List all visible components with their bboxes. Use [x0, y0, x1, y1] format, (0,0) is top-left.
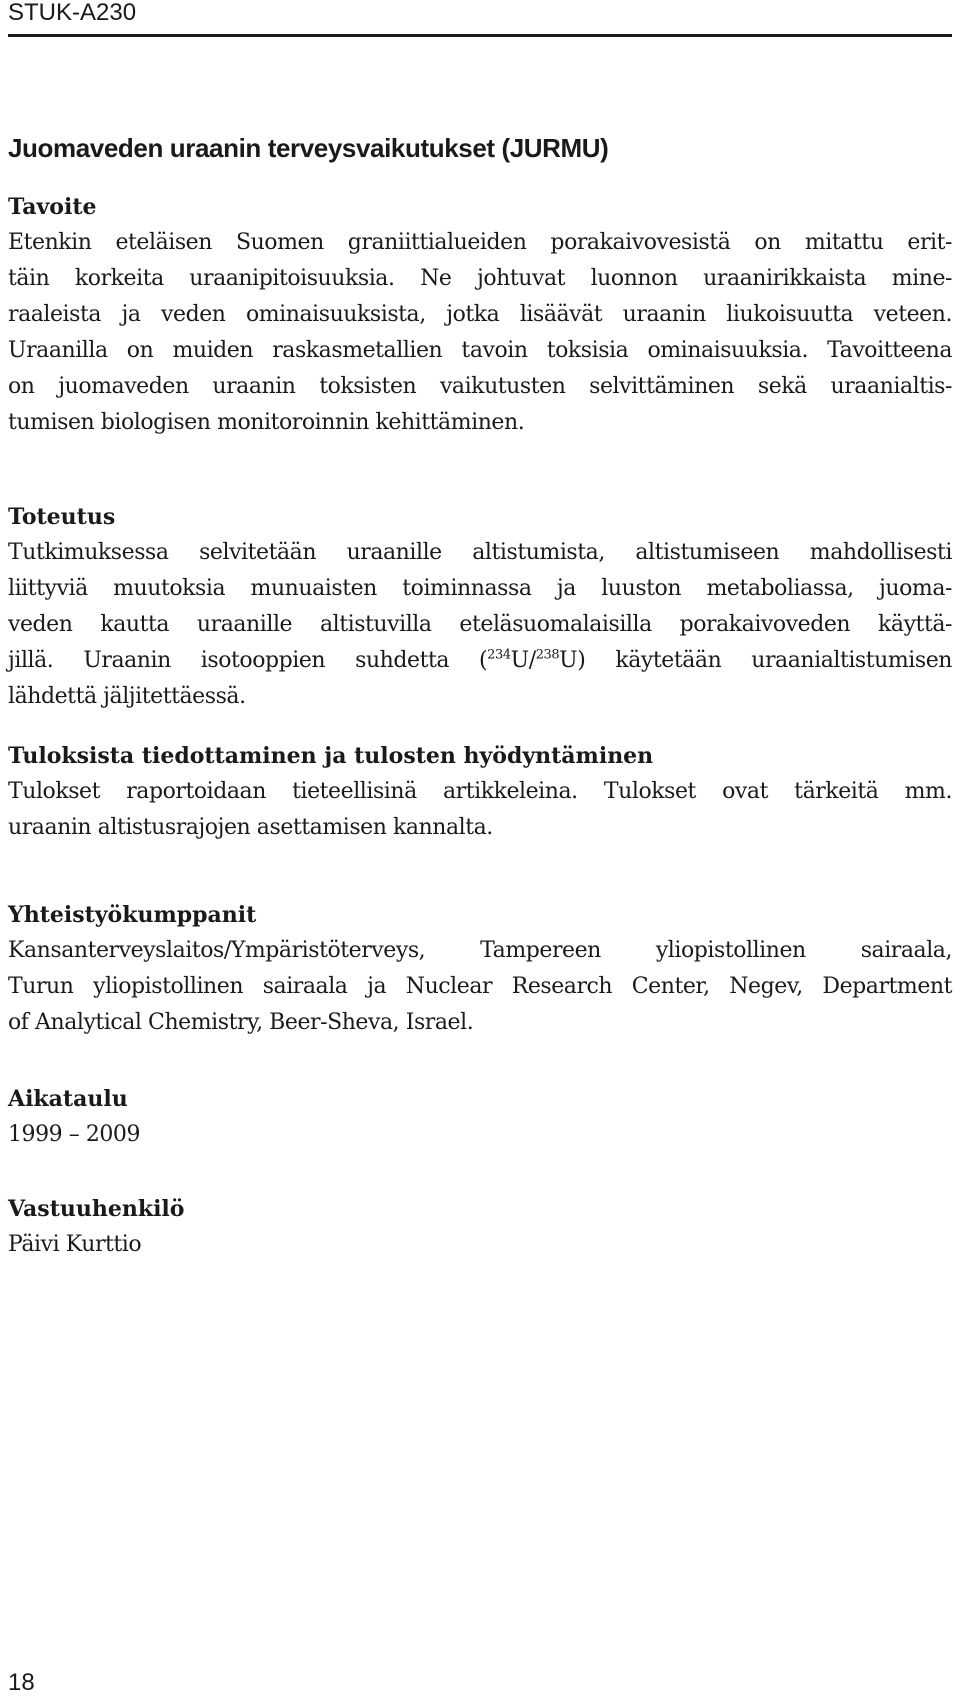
section-heading: Tuloksista tiedottaminen ja tulosten hyödyntäminen	[8, 743, 654, 769]
schedule-years: 1999 – 2009	[8, 1122, 141, 1147]
section-heading: Aikataulu	[8, 1086, 128, 1112]
section-body	[8, 225, 952, 441]
section-vastuuhenkilo	[8, 1191, 952, 1263]
text-line: raaleista ja veden ominaisuuksista, jotka lisäävät uraanin liukoisuutta veteen.	[8, 302, 952, 327]
section-body	[8, 933, 952, 1041]
text-line: lähdettä jäljitettäessä.	[8, 684, 246, 709]
text-line: täin korkeita uraanipitoisuuksia. Ne johtuvat luonnon uraanirikkaista mine-	[8, 266, 952, 291]
text-line: Turun yliopistollinen sairaala ja Nuclear Research Center, Negev, Department	[8, 974, 952, 999]
text-line: of Analytical Chemistry, Beer-Sheva, Israel.	[8, 1010, 474, 1035]
text-line: liittyviä muutoksia munuaisten toiminnassa ja luuston metaboliassa, juoma-	[8, 576, 952, 601]
report-series-label: STUK-A230	[8, 0, 137, 26]
text-line: Tulokset raportoidaan tieteellisinä artikkeleina. Tulokset ovat tärkeitä mm.	[8, 779, 952, 804]
text-fragment: U/	[510, 648, 536, 673]
section-body	[8, 774, 952, 846]
text-fragment: jillä. Uraanin isotooppien suhdetta (	[8, 648, 488, 673]
text-line: Etenkin eteläisen Suomen graniittialueiden porakaivovesistä on mitattu erit-	[8, 230, 952, 255]
page-title: Juomaveden uraanin terveysvaikutukset (JURMU)	[8, 133, 609, 163]
text-line: tumisen biologisen monitoroinnin kehittäminen.	[8, 410, 525, 435]
text-line-isotope-ratio	[8, 643, 952, 679]
text-line: Uraanilla on muiden raskasmetallien tavoin toksisia ominaisuuksia. Tavoitteena	[8, 338, 952, 363]
section-tuloksista-tiedottaminen	[8, 738, 952, 846]
responsible-person: Päivi Kurttio	[8, 1232, 142, 1257]
text-line: Tutkimuksessa selvitetään uraanille altistumista, altistumiseen mahdollisesti	[8, 540, 952, 565]
section-aikataulu	[8, 1081, 952, 1153]
section-heading: Tavoite	[8, 194, 97, 220]
section-body	[8, 1117, 952, 1153]
section-yhteistyokumppanit	[8, 897, 952, 1041]
section-heading: Toteutus	[8, 504, 116, 530]
section-heading: Yhteistyökumppanit	[8, 902, 257, 928]
text-line: veden kautta uraanille altistuvilla eteläsuomalaisilla porakaivoveden käyttä-	[8, 612, 952, 637]
isotope-mass-234: 234	[487, 647, 511, 663]
text-fragment: U) käytetään uraanialtistumisen	[559, 648, 953, 673]
section-toteutus	[8, 499, 952, 715]
section-tavoite	[8, 189, 952, 441]
isotope-mass-238: 238	[535, 647, 560, 663]
section-body	[8, 535, 952, 715]
section-body	[8, 1227, 952, 1263]
page-number: 18	[8, 1669, 35, 1696]
section-heading: Vastuuhenkilö	[8, 1196, 185, 1222]
page-header	[8, 0, 952, 37]
text-line: Kansanterveyslaitos/Ympäristöterveys, Tampereen yliopistollinen sairaala,	[8, 938, 952, 963]
text-line: uraanin altistusrajojen asettamisen kannalta.	[8, 815, 493, 840]
text-line: on juomaveden uraanin toksisten vaikutusten selvittäminen sekä uraanialtis-	[8, 374, 952, 399]
